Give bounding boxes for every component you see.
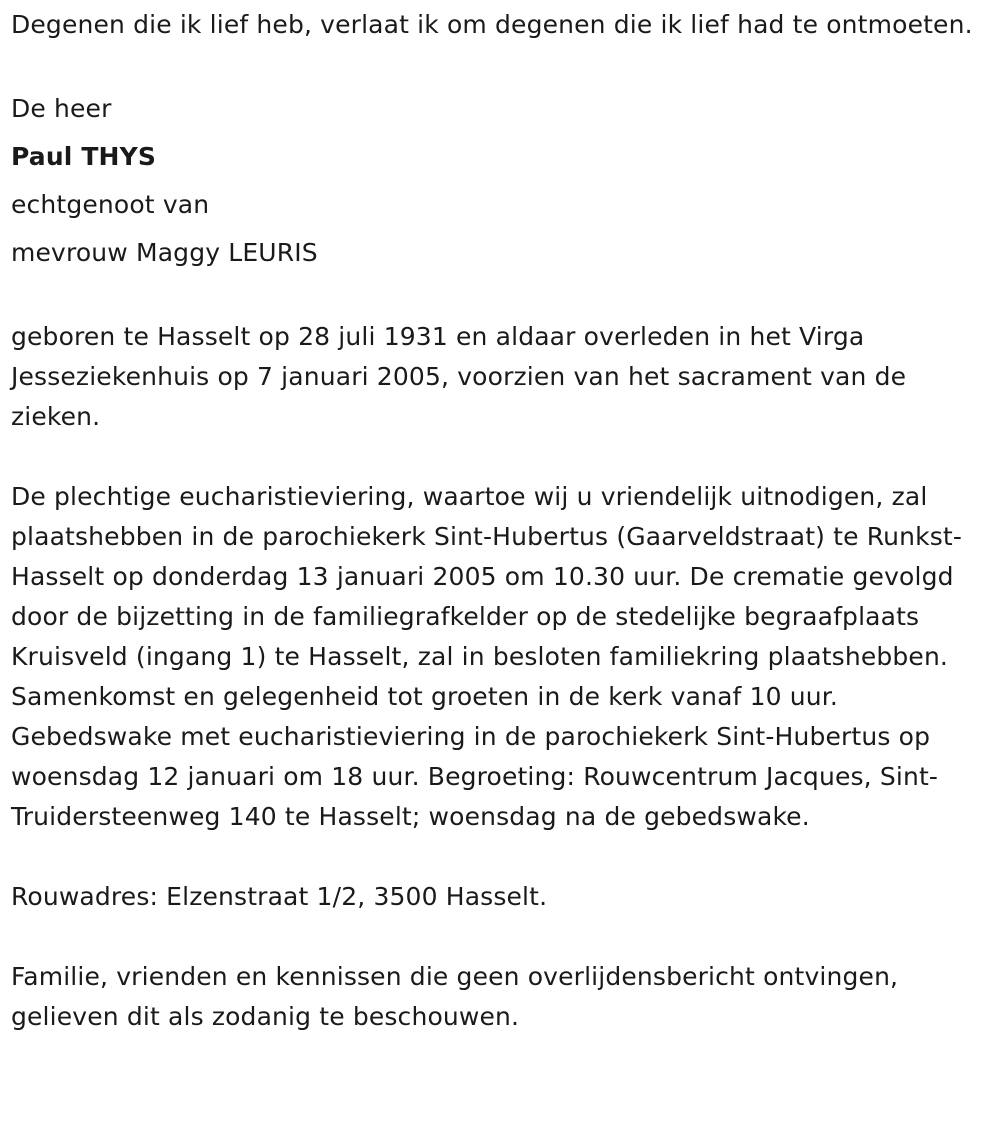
spouse-name: mevrouw Maggy LEURIS bbox=[11, 238, 318, 267]
spacer bbox=[11, 277, 991, 317]
spacer bbox=[11, 437, 991, 477]
obituary-notice bbox=[11, 5, 991, 1037]
deceased-block bbox=[11, 85, 991, 277]
opening-quote: Degenen die ik lief heb, verlaat ik om degenen die ik lief had te ontmoeten. bbox=[11, 10, 973, 39]
salutation: De heer bbox=[11, 94, 112, 123]
spacer bbox=[11, 45, 991, 85]
spacer bbox=[11, 837, 991, 877]
relation-label: echtgenoot van bbox=[11, 190, 210, 219]
mourning-address: Rouwadres: Elzenstraat 1/2, 3500 Hasselt. bbox=[11, 882, 548, 911]
deceased-name: Paul THYS bbox=[11, 142, 157, 171]
ceremony-paragraph: De plechtige eucharistieviering, waartoe wij u vriendelijk uitnodigen, zal plaatshebben in de parochiekerk Sint-Hubertus (Gaarveldstraat) te Runkst-Hasselt op donderdag 13 januari 2005 om 10.30 uur. De crematie gevolgd door de bijzetting in de familiegrafkelder op de stedelijke begraafplaats Kruisveld (ingang 1) te Hasselt, zal in besloten familiekring plaatshebben. Samenkomst en gelegenheid tot groeten in de kerk vanaf 10 uur. Gebedswake met eucharistieviering in de parochiekerk Sint-Hubertus op woensdag 12 januari om 18 uur. Begroeting: Rouwcentrum Jacques, Sint-Truidersteenweg 140 te Hasselt; woensdag na de gebedswake. bbox=[11, 482, 963, 831]
closing-paragraph: Familie, vrienden en kennissen die geen overlijdensbericht ontvingen, gelieven dit als zodanig te beschouwen. bbox=[11, 962, 899, 1031]
birth-death-paragraph: geboren te Hasselt op 28 juli 1931 en aldaar overleden in het Virga Jesseziekenhuis op 7 januari 2005, voorzien van het sacrament van de zieken. bbox=[11, 322, 907, 431]
spacer bbox=[11, 917, 991, 957]
